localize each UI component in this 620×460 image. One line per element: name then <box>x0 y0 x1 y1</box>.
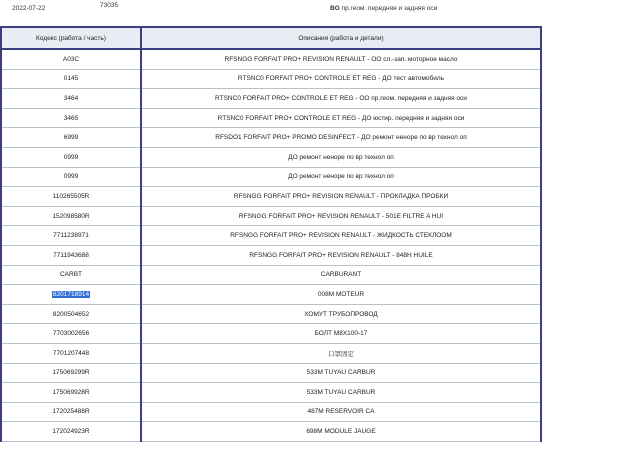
code-text: 110265505R <box>52 192 90 200</box>
column-header-description: Описания (работа и детали) <box>141 27 541 49</box>
cell-description: RFSNGG FORFAIT PRO+ REVISION RENAULT - 848H HUILE <box>141 245 541 265</box>
cell-description: 698M MODULE JAUGE <box>141 422 541 442</box>
code-text: 3464 <box>63 94 79 102</box>
cell-code <box>1 363 141 383</box>
cell-code <box>1 304 141 324</box>
code-text: 7703002656 <box>52 330 90 338</box>
cell-description: RTSNC0 FORFAIT PRO+ CONTROLE ET REG - ДО тест автомобиль <box>141 69 541 89</box>
cell-code <box>1 49 141 69</box>
cell-code <box>1 226 141 246</box>
table-row <box>1 402 541 422</box>
table-row <box>1 167 541 187</box>
code-text: 8201718914 <box>52 290 90 298</box>
code-text: 175069299R <box>52 369 90 377</box>
cell-code <box>1 402 141 422</box>
cell-code <box>1 343 141 363</box>
cell-description: ДО ремонт неноре по вр технол оп <box>141 167 541 187</box>
work-parts-table-container <box>0 26 540 442</box>
table-row <box>1 383 541 403</box>
cell-code <box>1 324 141 344</box>
table-row <box>1 49 541 69</box>
table-row <box>1 128 541 148</box>
table-row <box>1 343 541 363</box>
header-desc-prefix: BG <box>330 5 340 12</box>
code-text: 172025488R <box>52 408 90 416</box>
table-row <box>1 69 541 89</box>
cell-code <box>1 422 141 442</box>
code-text: 7701207448 <box>52 349 90 357</box>
cell-description: 487M RESERVOIR CA <box>141 402 541 422</box>
cell-code <box>1 167 141 187</box>
header-description <box>330 5 437 12</box>
cell-description: RFSNGG FORFAIT PRO+ REVISION RENAULT - 501E FILTRE A HUI <box>141 206 541 226</box>
cell-code <box>1 89 141 109</box>
table-row <box>1 206 541 226</box>
table-row <box>1 245 541 265</box>
code-text: 0999 <box>63 173 79 181</box>
work-parts-table <box>0 26 542 442</box>
table-row <box>1 265 541 285</box>
cell-description: 口罩固定 <box>141 343 541 363</box>
code-text: 6999 <box>63 134 79 142</box>
code-text: 7711943688 <box>53 251 89 259</box>
cell-description: ДО ремонт неноре по вр технол оп <box>141 147 541 167</box>
header-desc-text: пр.геом. передняя и задняя оси <box>341 5 438 12</box>
cell-description: RFSDO1 FORFAIT PRO+ PROMO DESINFECT - ДО ремонт неноре по вр технол оп <box>141 128 541 148</box>
cell-code <box>1 108 141 128</box>
table-row <box>1 285 541 305</box>
code-text: 172024923R <box>52 428 90 436</box>
cell-code <box>1 245 141 265</box>
cell-code <box>1 147 141 167</box>
cell-description: RTSNC0 FORFAIT PRO+ CONTROLE ET REG - ДО юстир. передняя и задняя оси <box>141 108 541 128</box>
table-row <box>1 147 541 167</box>
cell-description: БОЛТ M8X100-17 <box>141 324 541 344</box>
code-text: 152098580R <box>52 212 90 220</box>
cell-description: 533M TUYAU CARBUR <box>141 383 541 403</box>
cell-code <box>1 383 141 403</box>
cell-code <box>1 285 141 305</box>
cell-code <box>1 187 141 207</box>
cell-description: 008M MOTEUR <box>141 285 541 305</box>
cell-description: RFSNGG FORFAIT PRO+ REVISION RENAULT - ОО сл.-зап. моторное масло <box>141 49 541 69</box>
code-text: CARBT <box>59 271 83 279</box>
header-date: 2022-07-22 <box>12 5 46 12</box>
cell-code <box>1 69 141 89</box>
column-header-code: Кодекс (работа / часть) <box>1 27 141 49</box>
code-text: 0999 <box>63 153 79 161</box>
code-text: 7711238971 <box>53 232 89 240</box>
cell-description: RTSNC0 FORFAIT PRO+ CONTROLE ET REG - ОО пр.геом. передняя и задняя оси <box>141 89 541 109</box>
code-text: 0145 <box>63 75 79 83</box>
table-row <box>1 363 541 383</box>
table-row <box>1 108 541 128</box>
cell-code <box>1 206 141 226</box>
cell-description: ХОМУТ ТРУБОПРОВОД <box>141 304 541 324</box>
table-body <box>1 49 541 441</box>
code-text: 3465 <box>63 114 79 122</box>
cell-description: 533M TUYAU CARBUR <box>141 363 541 383</box>
table-row <box>1 187 541 207</box>
cell-description: RFSNGG FORFAIT PRO+ REVISION RENAULT - ПРОКЛАДКА ПРОБКИ <box>141 187 541 207</box>
cell-description: CARBURANT <box>141 265 541 285</box>
table-row <box>1 89 541 109</box>
table-row <box>1 304 541 324</box>
code-text: A03C <box>62 55 80 63</box>
table-row <box>1 422 541 442</box>
cell-code <box>1 128 141 148</box>
table-row <box>1 226 541 246</box>
code-text: 8200504652 <box>52 310 90 318</box>
code-text: 175069928R <box>52 388 90 396</box>
cell-code <box>1 265 141 285</box>
cell-description: RFSNGG FORFAIT PRO+ REVISION RENAULT - ЖИДКОСТЬ СТЕКЛООМ <box>141 226 541 246</box>
table-row <box>1 324 541 344</box>
document-header <box>0 0 620 20</box>
header-number: 73035 <box>100 2 119 9</box>
table-header-row <box>1 27 541 49</box>
